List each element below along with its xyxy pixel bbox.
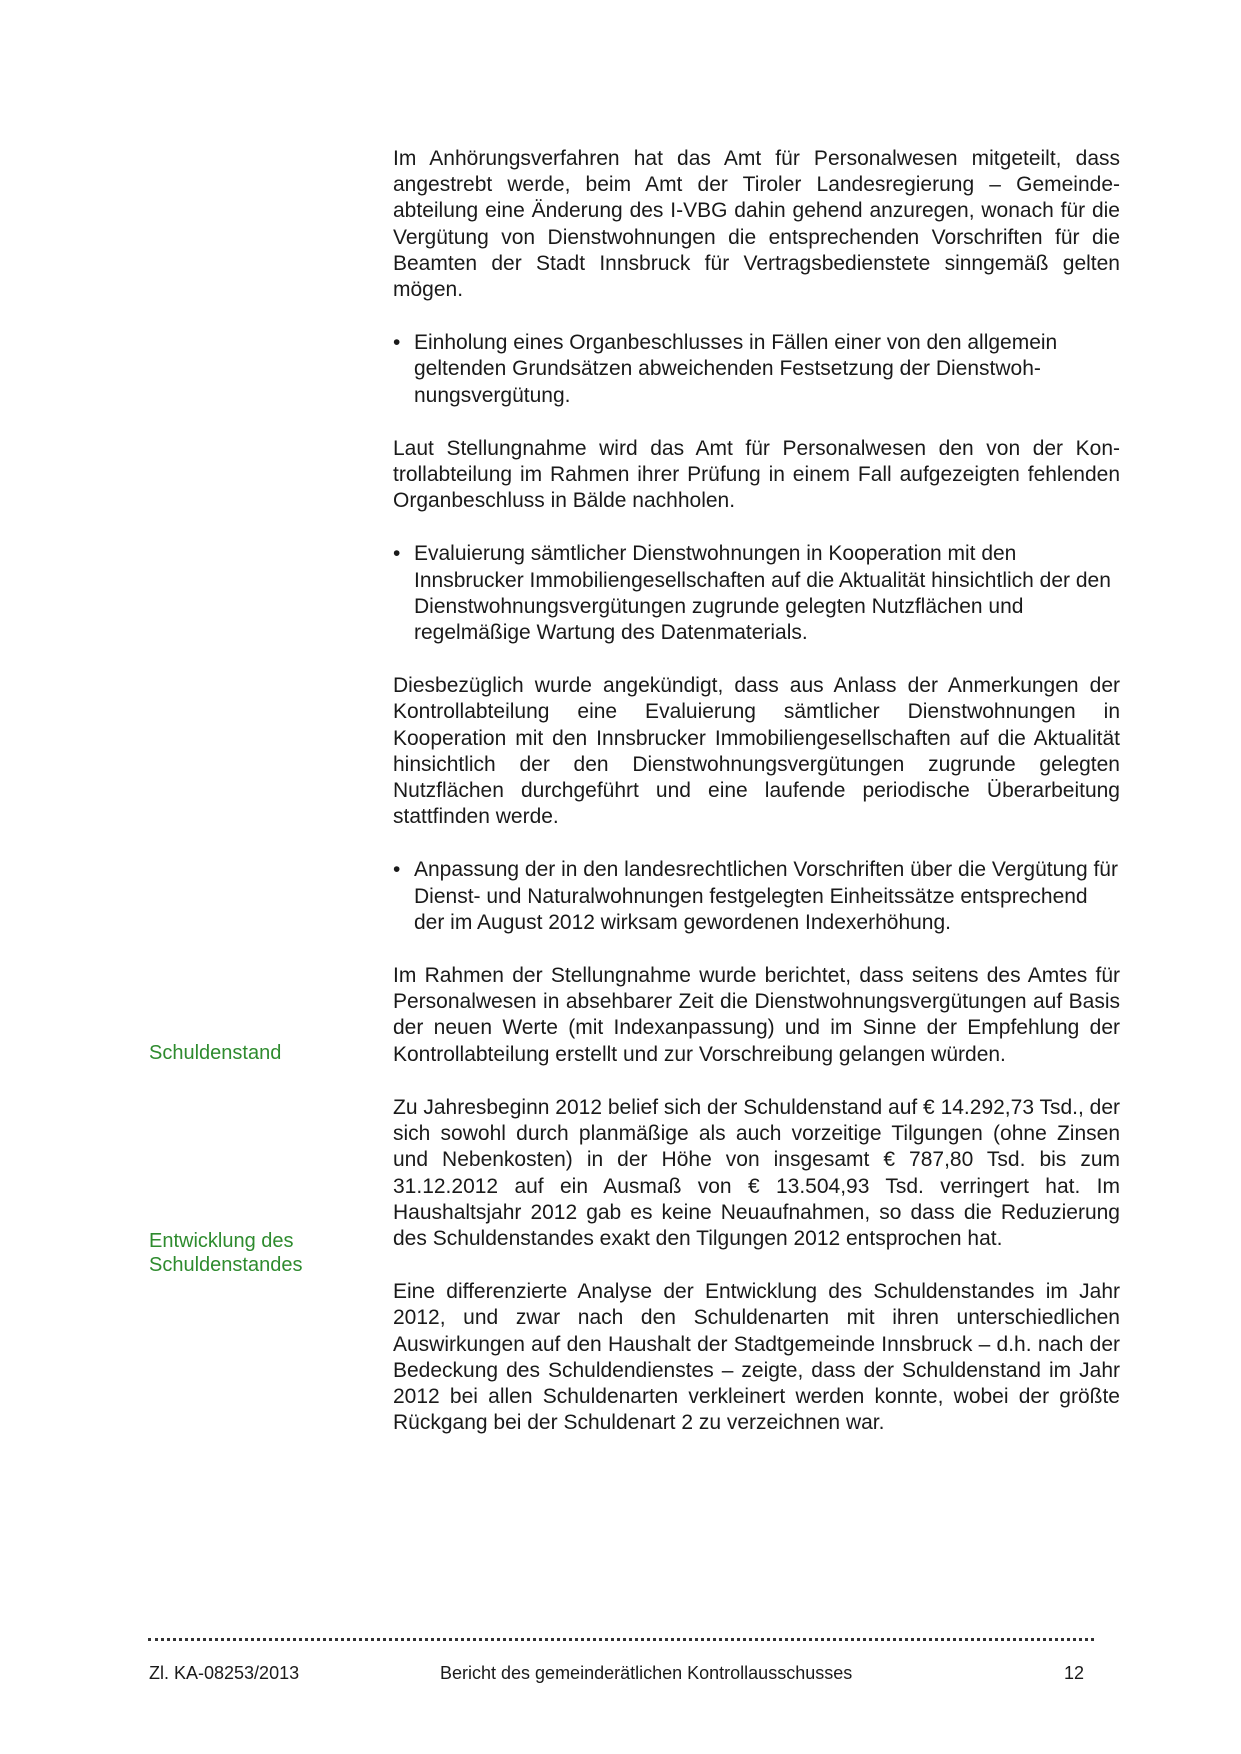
margin-note-text: Schuldenstandes [149, 1254, 303, 1276]
bullet-item-organbeschluss [393, 330, 1120, 409]
paragraph-entwicklung-schuldenstand: Eine differenzierte Analyse der Entwicklung des Schuldenstandes im Jahr 2012, und zwar nach den Schuldenarten mit ihren unterschiedlichen Auswirkungen auf den Haushalt der Stadtgemeinde Innsbruck – d.h. nach der Bedeckung des Schuldendienstes – zeigte, dass der Schuldenstand im Jahr 2012 bei allen Schuldenarten verkleinert werden konnte, wobei der größte Rückgang bei der Schuldenart 2 zu verzeichnen war. [393, 1280, 1120, 1435]
bullet-icon: • [393, 858, 401, 882]
page-number: 12 [1064, 1663, 1085, 1683]
margin-note-entwicklung [149, 1229, 379, 1277]
bullet-icon: • [393, 542, 401, 566]
bullet-text: Anpassung der in den landesrechtlichen Vorschriften über die Vergütung für Dienst- und Naturalwohnungen festgelegten Einheitssätze entsprechend der im August 2012 wirksam gewordenen Indexerhöhung. [414, 858, 1118, 934]
bullet-text: Evaluierung sämtlicher Dienstwohnungen in Kooperation mit den Innsbrucker Immobiliengesellschaften auf die Aktualität hinsichtlich der den Dienstwohnungsvergütungen zugrunde gelegten Nutzflächen und regelmäßige Wartung des Datenmaterials. [414, 542, 1111, 645]
margin-note-text: Entwicklung des [149, 1230, 294, 1252]
bullet-item-evaluierung [393, 541, 1120, 646]
margin-note-schuldenstand [149, 1041, 379, 1065]
bullet-item-anpassung [393, 857, 1120, 936]
bullet-icon: • [393, 331, 401, 355]
paragraph-stellungnahme-organbeschluss: Laut Stellungnahme wird das Amt für Personalwesen den von der Kontrollabteilung im Rahmen ihrer Prüfung in einem Fall aufgezeigten fehlenden Organbeschluss in Bälde nachholen. [393, 436, 1120, 513]
paragraph-evaluierung-angekuendigt: Diesbezüglich wurde angekündigt, dass aus Anlass der Anmerkungen der Kontrollabteilung eine Evaluierung sämtlicher Dienstwohnungen in Kooperation mit den Innsbrucker Immobiliengesellschaften auf die Aktualität hinsichtlich der den Dienstwohnungsvergütungen zugrunde gelegten Nutzflächen durchgeführt und eine laufende periodische Überarbeitung stattfinden werde. [393, 674, 1120, 829]
footer-title: Bericht des gemeinderätlichen Kontrollausschusses [440, 1663, 853, 1683]
paragraph-anhoerungsverfahren: Im Anhörungsverfahren hat das Amt für Personalwesen mitgeteilt, dass angestrebt werde, beim Amt der Tiroler Landesregierung – Gemeindeabteilung eine Änderung des I-VBG dahin gehend anzuregen, wonach für die Vergütung von Dienstwohnungen die entsprechenden Vorschriften für die Beamten der Stadt Innsbruck für Vertragsbedienstete sinngemäß gelten mögen. [393, 147, 1120, 302]
main-text-column [393, 146, 1120, 1436]
margin-note-text: Schuldenstand [149, 1042, 282, 1064]
footer-divider [148, 1638, 1094, 1641]
paragraph-schuldenstand: Zu Jahresbeginn 2012 belief sich der Schuldenstand auf € 14.292,73 Tsd., der sich sowohl durch planmäßige als auch vorzeitige Tilgungen (ohne Zinsen und Nebenkosten) in der Höhe von insgesamt € 787,80 Tsd. bis zum 31.12.2012 auf ein Ausmaß von € 13.504,93 Tsd. verringert hat. Im Haushaltsjahr 2012 gab es keine Neuaufnahmen, so dass die Reduzierung des Schuldenstandes exakt den Tilgungen 2012 entsprochen hat. [393, 1095, 1120, 1250]
footer-reference: Zl. KA-08253/2013 [149, 1663, 300, 1683]
paragraph-indexanpassung: Im Rahmen der Stellungnahme wurde berichtet, dass seitens des Amtes für Personalwesen in absehbarer Zeit die Dienstwohnungsvergütungen auf Basis der neuen Werte (mit Indexanpassung) und im Sinne der Empfehlung der Kontrollabteilung erstellt und zur Vorschreibung gelangen würden. [393, 964, 1120, 1066]
bullet-text: Einholung eines Organbeschlusses in Fällen einer von den allgemein geltenden Grundsätzen abweichenden Festsetzung der Dienstwohnungsvergütung. [414, 331, 1058, 407]
